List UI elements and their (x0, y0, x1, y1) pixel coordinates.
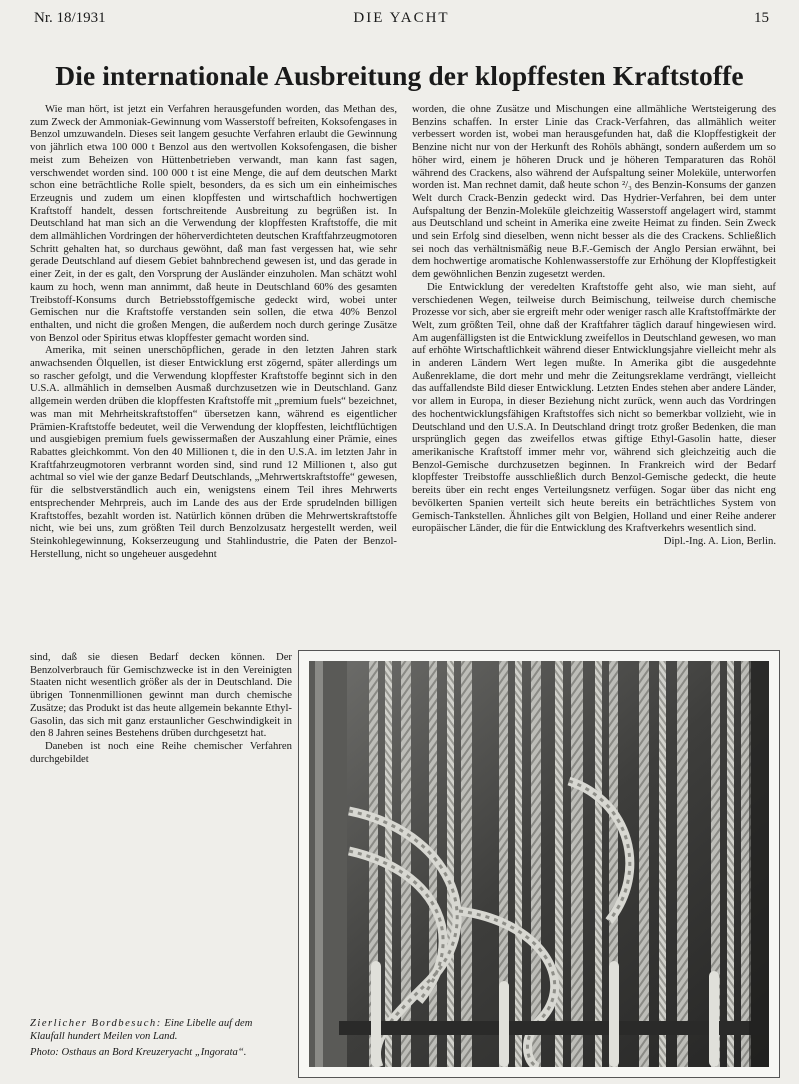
paragraph: Die Entwicklung der veredelten Kraftstoffe geht also, wie man sieht, auf verschiedenen Wegen, teilweise durch Beimischung, teilweise durch chemische Prozesse vor sich, aber sie ergreift mehr oder weniger rasch alle Kraftstoffmärkte der Welt, zum größten Teil, ohne daß der Kraftfahrer täglich darauf hingewiesen wird. Am augenfälligsten ist die Entwicklung zweifellos in Deutschland gewesen, wo man auf erhöhte Wirtschaftlichkeit während dieser Entwicklungsjahre vielleicht mehr als in anderen Ländern Wert legen mußte. In Amerika gibt die ausgedehnte Außenreklame, die dort mehr und mehr die Zeitungsreklame verdrängt, vielleicht das auffallendste Bild dieser Entwicklung. Letzten Endes stehen aber andere Länder, vor allem in Europa, in dieser Beziehung nicht zurück, wenn auch das Vordringen des hochentwicklungsfähigen Kraftstoffes sich nicht so bemerkbar vollzieht, wie in Deutschland und den U.S.A. In Deutschland dringt trotz großer Bedenken, die man ursprünglich gegen das zweifellos etwas giftige Ethyl-Gasolin hatte, dieser amerikanische Kraftstoff immer mehr vor, während sich gleichzeitig auch die Benzol-Gemische durchzusetzen beginnen. In Frankreich wird der Bedarf klopffester Treibstoffe ausschließlich durch Benzol-Gemische gedeckt, die heute bereits über ein recht enges Verteilungsnetz verfügen. Sogar über das nicht eng bevölkerten Spanien verteilt sich heute bereits ein beträchtliches System von Gemisch-Tankstellen. Ähnliches gilt von Belgien, Holland und einer Reihe anderer europäischer Länder, die für die Entwicklung des Kraftverkehrs wesentlich sind. (412, 280, 776, 535)
right-column (412, 103, 776, 548)
photo-caption (30, 1018, 280, 1064)
issue-number: Nr. 18/1931 (34, 10, 106, 26)
rigging-photo (298, 650, 780, 1078)
rope-photo-image (309, 661, 769, 1067)
paragraph: sind, daß sie diesen Bedarf decken können. Der Benzolverbrauch für Gemischzwecke ist in den Vereinigten Staaten nicht wesentlich größer als der in Deutschland. Die übrigen Tonnenmillionen gewinnt man durch chemische Zusätze; das Produkt ist das heute allgemein bekannte Ethyl-Gasolin, das sich mit ganz erstaunlicher Geschwindigkeit in den 8 Jahren seines Bestehens drüben durchgesetzt hat. (30, 651, 292, 740)
caption-text: Eine Libelle auf dem Klaufall hundert Meilen von Land. (30, 1018, 253, 1042)
author-signature: Dipl.-Ing. A. Lion, Berlin. (663, 534, 776, 547)
page-header (34, 10, 769, 32)
paragraph: Daneben ist noch eine Reihe chemischer Verfahren durchgebildet (30, 739, 292, 765)
article-title: Die internationale Ausbreitung der klopffesten Kraftstoffe (55, 60, 744, 91)
paragraph: Amerika, mit seinen unerschöpflichen, gerade in den letzten Jahren stark anwachsenden Ölquellen, ist dieser Entwicklung erst zögernd, später allerdings um so rascher gefolgt, und die Verwendung klopffester Kraftstoffe beginnt sich in den U.S.A. allmählich in demselben Ausmaß durchzusetzen wie in Deutschland. Ganz allgemein werden drüben die klopffesten Kraftstoffe mit „premium fuels“ bezeichnet, was man mit Mehrheitskraftstoffen“ übersetzen kann, während es eigentlicher Prämien-Kraftstoffe bedeutet, weil die Verwendung der klopffesten, leichtflüchtigen und ausgiebigen premium fuels gewissermaßen der Auszahlung einer Prämie, eines Rabattes gleichkommt. Von den 40 Millionen t, die in den U.S.A. im letzten Jahr in Kraftfahrzeugmotoren verbrannt worden sind, sind rund 12 Millionen t, also gut achtmal so viel wie der ganze Bedarf Deutschlands, „Mehrwertskraftstoffe“ gewesen, für die selbstverständlich auch ein, wenigstens einem Teil ihres Mehrwerts entsprechender Mehrpreis, auch im Lande des aus der Erde sprudelnden billigen Kraftstoffes, bezahlt worden ist. Natürlich können drüben die Mehrwertskraftstoffe nicht, wie bei uns, zum größten Teil durch Benzolzusatz hergestellt werden, weil Steinkohlegewinnung, Kokserzeugung und Stahlindustrie, die Paten der Benzol-Herstellung, nicht so ungeheuer ausgedehnt (30, 344, 397, 560)
caption-credit: Photo: Osthaus an Bord Kreuzeryacht „Ingorata“. (30, 1047, 247, 1059)
paragraph: Wie man hört, ist jetzt ein Verfahren herausgefunden worden, das Methan des, zum Zweck der Ammoniak-Gewinnung vom Wasserstoff befreiten, Koksofengases in Benzol umzuwandeln. Dieses seit langem gesuchte Verfahren erlaubt die Gewinnung von jährlich etwa 100 000 t Benzol aus den wertvollen Koksofengasen, die bisher meist zum Beheizen von Hüttenbetrieben verwandt, man kann fast sagen, verschwendet worden sind. 100 000 t ist eine Menge, die auf dem deutschen Markt schon eine beträchtliche Rolle spielt, besonders, da es sich um ein einheimisches Erzeugnis und zudem um einen klopffesten und wirtschaftlich hochwertigen Kraftstoff handelt, dessen fortschreitende Ausbreitung zu begrüßen ist. In Deutschland hat man sich an die Verwendung der klopffesten Kraftstoffe, die mit dem allmählichen Vordringen der höherverdichteten deutschen Kraftfahrzeugmotoren Schritt gehalten hat, so durchaus gewöhnt, daß man fast vergessen hat, wie sehr gerade Deutschland auf diesem Gebiet bahnbrechend gewesen ist, und das gerade in einer Zeit, in der es galt, den Vorsprung der Ausländer einzuholen. Man schätzt wohl kaum zu hoch, wenn man annimmt, daß heute in Deutschland 60% des gesamten Treibstoff-Konsums durch Betriebsstoffgemische gedeckt wird, wobei unter Gemischen nur die Kraftstoffe verstanden sein sollen, die etwa 40% Benzol enthalten, und nicht die großen Mengen, die außerdem noch durch geringe Zusätze von Benzol oder Spiritus etwas klopffester gemacht worden sind. (30, 103, 397, 344)
caption-title: Zierlicher Bordbesuch: (30, 1018, 162, 1029)
magazine-name: DIE YACHT (353, 10, 450, 26)
left-column-narrow (30, 651, 292, 765)
page-number: 15 (754, 10, 769, 26)
left-column-top (30, 103, 397, 560)
paragraph: worden, die ohne Zusätze und Mischungen eine allmähliche Wertsteigerung des Benzins schaffen. In erster Linie das Crack-Verfahren, das allmählich weiter verbessert worden ist, wobei man herausgefunden hat, daß die Klopffestigkeit der Benzine nicht nur von der Herkunft des Rohöls abhängt, sondern außerdem um so höher wird, einem je höheren Druck und je höheren Temparaturen das Rohöl während des Crackens, also während der Aufspaltung seiner Moleküle, unterworfen worden ist. Man rechnet damit, daß heute schon ²/₃ des Benzin-Konsums der ganzen Welt durch Crack-Benzin gedeckt wird. Das Hydrier-Verfahren, bei dem unter Aufspaltung der Benzin-Moleküle gleichzeitig Wasserstoff angelagert wird, stammt aus Deutschland und scheint in Amerika eine zweite Heimat zu finden. Sein Zweck und sein Erfolg sind dieselben, wenn nicht besser als die des Crackens. Schließlich sei noch das verhältnismäßig neue B.F.-Gemisch der Anglo Persian erwähnt, bei dem hochwertige aromatische Kohlenwasserstoffe zur Erhöhung der Klopffestigkeit dem gewöhnlichen Benzin zugesetzt werden. (412, 103, 776, 281)
